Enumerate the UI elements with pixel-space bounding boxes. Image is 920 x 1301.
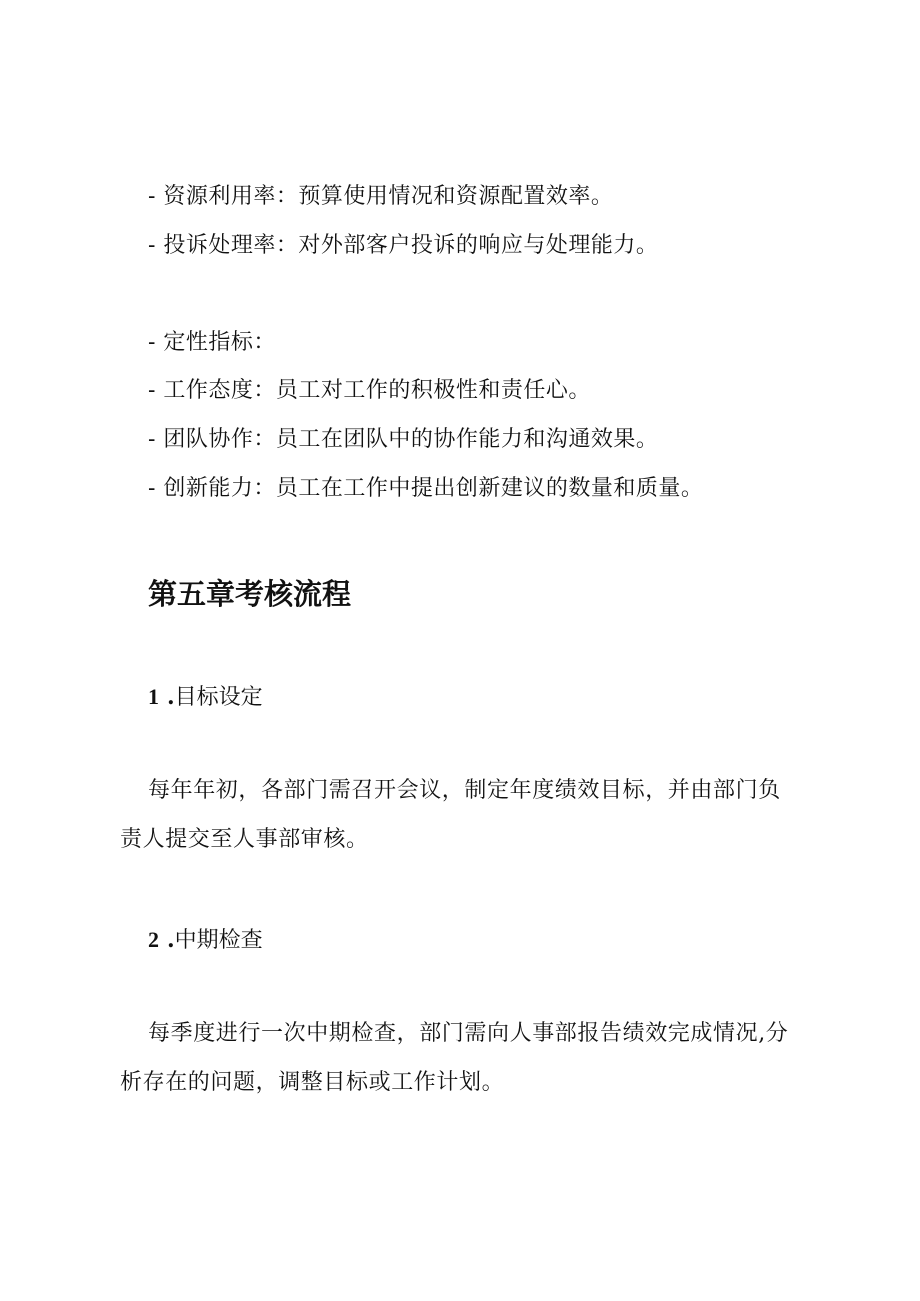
section-paragraph-goal-setting (120, 766, 798, 864)
list-item-resource-utilization: - 资源利用率：预算使用情况和资源配置效率。 (148, 184, 614, 209)
section-paragraph-midterm-check (120, 1009, 798, 1107)
list-item-teamwork: - 团队协作：员工在团队中的协作能力和沟通效果。 (148, 427, 659, 452)
paragraph-line: 每年年初，各部门需召开会议，制定年度绩效目标，并由部门负 (148, 778, 781, 803)
paragraph-line: 责人提交至人事部审核。 (120, 827, 369, 852)
section-number: 2 (148, 927, 159, 952)
paragraph-line: 析存在的问题，调整目标或工作计划。 (120, 1070, 505, 1095)
paragraph-line: 每季度进行一次中期检查，部门需向人事部报告绩效完成情况,分 (148, 1021, 789, 1046)
section-heading-midterm-check (148, 925, 263, 956)
list-item-complaint-handling: - 投诉处理率：对外部客户投诉的响应与处理能力。 (148, 233, 659, 258)
qualitative-indicators-header: - 定性指标： (148, 330, 276, 355)
list-item-work-attitude: - 工作态度：员工对工作的积极性和责任心。 (148, 378, 591, 403)
list-item-innovation: - 创新能力：员工在工作中提出创新建议的数量和质量。 (148, 476, 704, 501)
section-number-dot: . (167, 927, 175, 953)
section-number: 1 (148, 684, 159, 709)
section-title: 目标设定 (174, 685, 263, 710)
section-heading-goal-setting (148, 682, 263, 713)
section-number-dot: . (167, 684, 175, 710)
section-title: 中期检查 (174, 928, 263, 953)
chapter-title: 第五章考核流程 (148, 577, 352, 611)
